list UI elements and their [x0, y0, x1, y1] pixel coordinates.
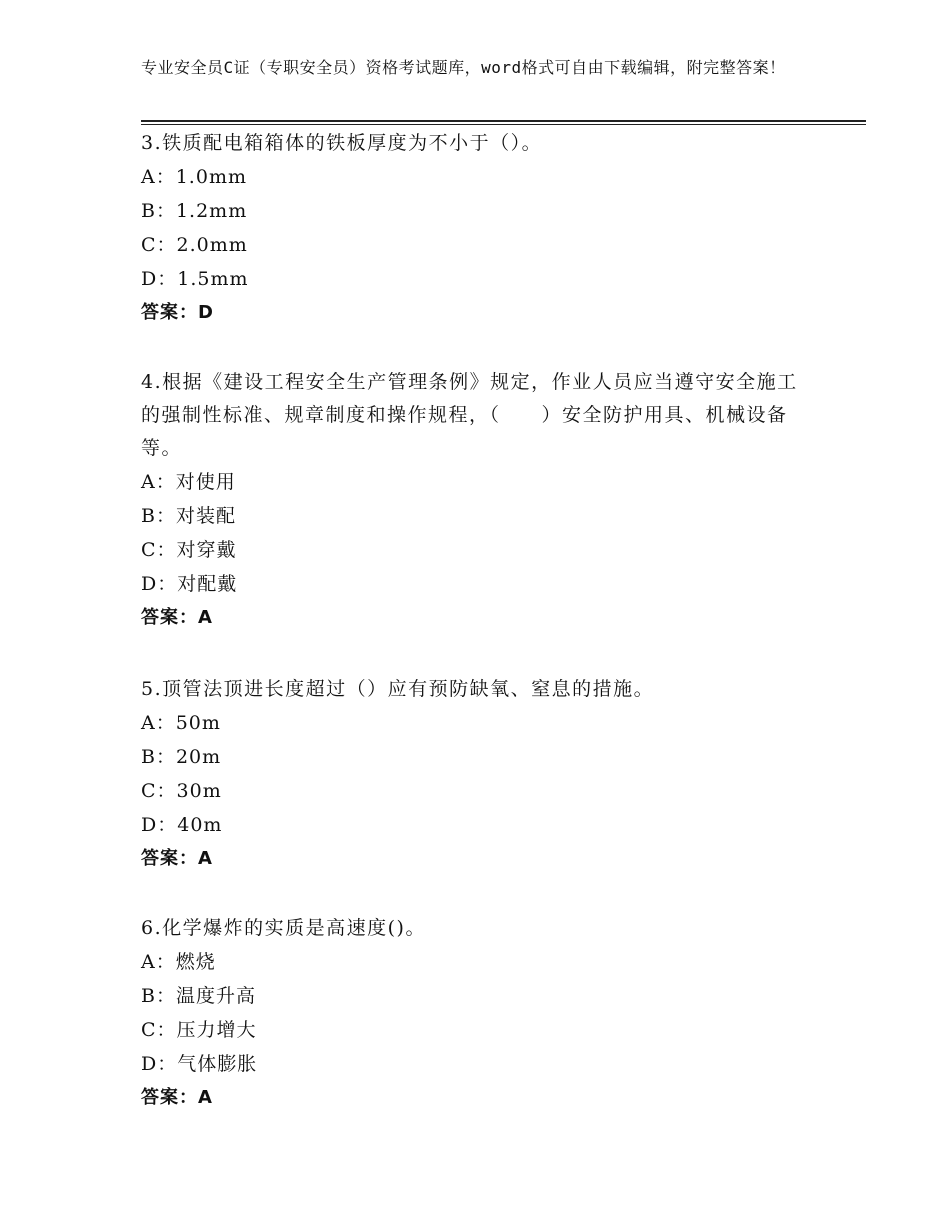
option-a: A：50m	[141, 712, 221, 734]
header-divider-thick	[141, 120, 866, 122]
option-b: B：20m	[141, 746, 222, 768]
answer-label: 答案：A	[141, 1087, 213, 1108]
document-header: 专业安全员C证（专职安全员）资格考试题库，word格式可自由下载编辑，附完整答案！	[141, 58, 786, 77]
option-b: B：1.2mm	[141, 200, 248, 222]
option-b: B：温度升高	[141, 985, 256, 1007]
option-d: D：对配戴	[141, 573, 238, 595]
option-c: C：30m	[141, 780, 222, 802]
option-a: A：1.0mm	[141, 166, 247, 188]
question-stem: 4.根据《建设工程安全生产管理条例》规定，作业人员应当遵守安全施工的强制性标准、规章制度和操作规程，（ ）安全防护用具、机械设备等。	[141, 371, 798, 459]
option-d: D：气体膨胀	[141, 1053, 258, 1075]
question-stem: 6.化学爆炸的实质是高速度()。	[141, 917, 426, 939]
option-b: B：对装配	[141, 505, 236, 527]
question-block-5	[141, 673, 811, 876]
option-d: D：40m	[141, 814, 223, 836]
option-a: A：燃烧	[141, 951, 216, 973]
answer-label: 答案：A	[141, 607, 213, 628]
option-c: C：压力增大	[141, 1019, 257, 1041]
option-a: A：对使用	[141, 471, 236, 493]
answer-label: 答案：A	[141, 848, 213, 869]
question-stem: 3.铁质配电箱箱体的铁板厚度为不小于（）。	[141, 132, 543, 154]
question-block-3	[141, 127, 811, 330]
question-block-6	[141, 912, 811, 1115]
option-d: D：1.5mm	[141, 268, 249, 290]
question-stem: 5.顶管法顶进长度超过（）应有预防缺氧、窒息的措施。	[141, 678, 655, 700]
header-divider-thin	[141, 124, 866, 125]
question-block-4	[141, 366, 811, 635]
option-c: C：对穿戴	[141, 539, 237, 561]
answer-label: 答案：D	[141, 302, 214, 323]
option-c: C：2.0mm	[141, 234, 248, 256]
